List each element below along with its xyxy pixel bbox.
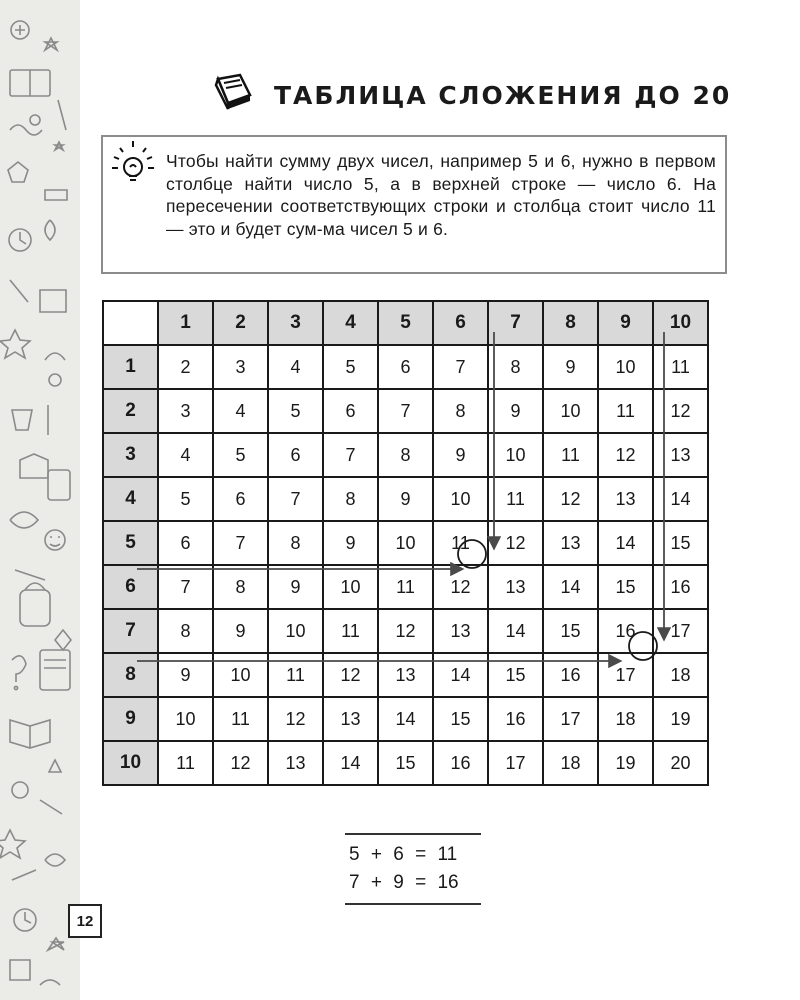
- column-header-cell: 2: [213, 301, 268, 345]
- row-header-cell: 8: [103, 653, 158, 697]
- table-row: [103, 521, 708, 565]
- sum-cell: 14: [433, 653, 488, 697]
- sum-cell: 12: [598, 433, 653, 477]
- sum-cell: 6: [323, 389, 378, 433]
- row-header-cell: 5: [103, 521, 158, 565]
- sum-cell: 12: [488, 521, 543, 565]
- page-number: 12: [68, 904, 102, 938]
- row-header-cell: 1: [103, 345, 158, 389]
- sum-cell: 5: [268, 389, 323, 433]
- sum-cell: 5: [323, 345, 378, 389]
- sum-cell: 11: [653, 345, 708, 389]
- sum-cell: 18: [653, 653, 708, 697]
- sum-cell: 7: [158, 565, 213, 609]
- sum-cell: 9: [268, 565, 323, 609]
- table-row: [103, 609, 708, 653]
- table-row: [103, 565, 708, 609]
- sum-cell: 13: [433, 609, 488, 653]
- sum-cell: 13: [543, 521, 598, 565]
- table-header-row: [103, 301, 708, 345]
- example-line: 7 + 9 = 16: [349, 872, 459, 893]
- sum-cell: 11: [488, 477, 543, 521]
- table-row: [103, 741, 708, 785]
- sum-cell: 9: [213, 609, 268, 653]
- table-row: [103, 389, 708, 433]
- sum-cell: 10: [323, 565, 378, 609]
- row-header-cell: 9: [103, 697, 158, 741]
- sum-cell: 16: [598, 609, 653, 653]
- sum-cell: 8: [323, 477, 378, 521]
- sum-cell: 10: [213, 653, 268, 697]
- example-line: 5 + 6 = 11: [349, 844, 458, 865]
- sum-cell: 16: [488, 697, 543, 741]
- sum-cell: 16: [433, 741, 488, 785]
- sum-cell: 11: [268, 653, 323, 697]
- table-row: [103, 433, 708, 477]
- sum-cell: 16: [543, 653, 598, 697]
- sum-cell: 8: [268, 521, 323, 565]
- table-row: [103, 477, 708, 521]
- sum-cell: 12: [653, 389, 708, 433]
- sum-cell: 13: [268, 741, 323, 785]
- page-title: ТАБЛИЦА СЛОЖЕНИЯ ДО 20: [274, 80, 732, 110]
- sum-cell: 13: [378, 653, 433, 697]
- sum-cell: 6: [213, 477, 268, 521]
- sum-cell: 10: [488, 433, 543, 477]
- sum-cell: 12: [433, 565, 488, 609]
- row-header-cell: 2: [103, 389, 158, 433]
- row-header-cell: 7: [103, 609, 158, 653]
- sum-cell: 10: [268, 609, 323, 653]
- row-header-cell: 10: [103, 741, 158, 785]
- column-header-cell: 7: [488, 301, 543, 345]
- sum-cell: 4: [213, 389, 268, 433]
- sum-cell: 10: [433, 477, 488, 521]
- sum-cell: 11: [543, 433, 598, 477]
- sum-cell: 8: [213, 565, 268, 609]
- row-header-cell: 6: [103, 565, 158, 609]
- sum-cell: 9: [543, 345, 598, 389]
- sum-cell: 7: [213, 521, 268, 565]
- sum-cell: 12: [213, 741, 268, 785]
- sum-cell: 14: [598, 521, 653, 565]
- sum-cell: 16: [653, 565, 708, 609]
- sum-cell: 12: [378, 609, 433, 653]
- sum-cell: 10: [378, 521, 433, 565]
- column-header-cell: 10: [653, 301, 708, 345]
- sum-cell: 7: [268, 477, 323, 521]
- sum-cell: 12: [268, 697, 323, 741]
- sum-cell: 3: [213, 345, 268, 389]
- sum-cell: 15: [543, 609, 598, 653]
- table-row: [103, 697, 708, 741]
- table-corner-cell: [103, 301, 158, 345]
- sum-cell: 18: [543, 741, 598, 785]
- sum-cell: 7: [378, 389, 433, 433]
- row-header-cell: 4: [103, 477, 158, 521]
- sum-cell: 10: [543, 389, 598, 433]
- sum-cell: 11: [598, 389, 653, 433]
- sum-cell: 13: [488, 565, 543, 609]
- column-header-cell: 3: [268, 301, 323, 345]
- sum-cell: 15: [378, 741, 433, 785]
- sum-cell: 6: [268, 433, 323, 477]
- column-header-cell: 5: [378, 301, 433, 345]
- sum-cell: 19: [598, 741, 653, 785]
- sum-cell: 11: [378, 565, 433, 609]
- sum-cell: 9: [158, 653, 213, 697]
- sum-cell: 15: [433, 697, 488, 741]
- sum-cell: 19: [653, 697, 708, 741]
- sum-cell: 9: [323, 521, 378, 565]
- addition-table: [102, 300, 709, 786]
- sum-cell: 14: [378, 697, 433, 741]
- sum-cell: 15: [598, 565, 653, 609]
- column-header-cell: 4: [323, 301, 378, 345]
- sum-cell: 10: [598, 345, 653, 389]
- sum-cell: 7: [433, 345, 488, 389]
- sum-cell: 13: [598, 477, 653, 521]
- sum-cell: 10: [158, 697, 213, 741]
- sum-cell: 11: [213, 697, 268, 741]
- sum-cell: 3: [158, 389, 213, 433]
- sum-cell: 17: [653, 609, 708, 653]
- column-header-cell: 8: [543, 301, 598, 345]
- sum-cell: 8: [488, 345, 543, 389]
- sum-cell: 6: [158, 521, 213, 565]
- sum-cell: 11: [433, 521, 488, 565]
- sum-cell: 6: [378, 345, 433, 389]
- sum-cell: 9: [488, 389, 543, 433]
- sum-cell: 14: [543, 565, 598, 609]
- sum-cell: 12: [323, 653, 378, 697]
- sum-cell: 8: [158, 609, 213, 653]
- sum-cell: 4: [158, 433, 213, 477]
- table-row: [103, 653, 708, 697]
- table-row: [103, 345, 708, 389]
- column-header-cell: 9: [598, 301, 653, 345]
- sum-cell: 15: [488, 653, 543, 697]
- row-header-cell: 3: [103, 433, 158, 477]
- examples-box: [345, 833, 481, 905]
- sum-cell: 14: [488, 609, 543, 653]
- sum-cell: 18: [598, 697, 653, 741]
- lightbulb-icon: [111, 141, 155, 194]
- sum-cell: 8: [378, 433, 433, 477]
- sum-cell: 11: [158, 741, 213, 785]
- sum-cell: 14: [323, 741, 378, 785]
- sum-cell: 9: [433, 433, 488, 477]
- sum-cell: 15: [653, 521, 708, 565]
- sum-cell: 12: [543, 477, 598, 521]
- sum-cell: 8: [433, 389, 488, 433]
- sum-cell: 9: [378, 477, 433, 521]
- instruction-text: Чтобы найти сумму двух чисел, например 5 и 6, нужно в первом столбце найти число 5, а в верхней строке — число 6. На пересечении соответствующих строки и столбца стоит число 11 — это и будет сум-ма чисел 5 и 6.: [166, 151, 716, 239]
- sum-cell: 5: [158, 477, 213, 521]
- sum-cell: 17: [488, 741, 543, 785]
- doodle-pattern-icon: [0, 21, 71, 985]
- page-title-row: [210, 70, 731, 120]
- column-header-cell: 1: [158, 301, 213, 345]
- decorative-doodle-strip: [0, 0, 80, 1000]
- sum-cell: 11: [323, 609, 378, 653]
- sum-cell: 13: [323, 697, 378, 741]
- column-header-cell: 6: [433, 301, 488, 345]
- sum-cell: 7: [323, 433, 378, 477]
- book-icon: [210, 73, 254, 118]
- sum-cell: 20: [653, 741, 708, 785]
- sum-cell: 17: [543, 697, 598, 741]
- sum-cell: 4: [268, 345, 323, 389]
- instruction-box: [101, 135, 727, 274]
- sum-cell: 13: [653, 433, 708, 477]
- sum-cell: 17: [598, 653, 653, 697]
- sum-cell: 2: [158, 345, 213, 389]
- sum-cell: 5: [213, 433, 268, 477]
- sum-cell: 14: [653, 477, 708, 521]
